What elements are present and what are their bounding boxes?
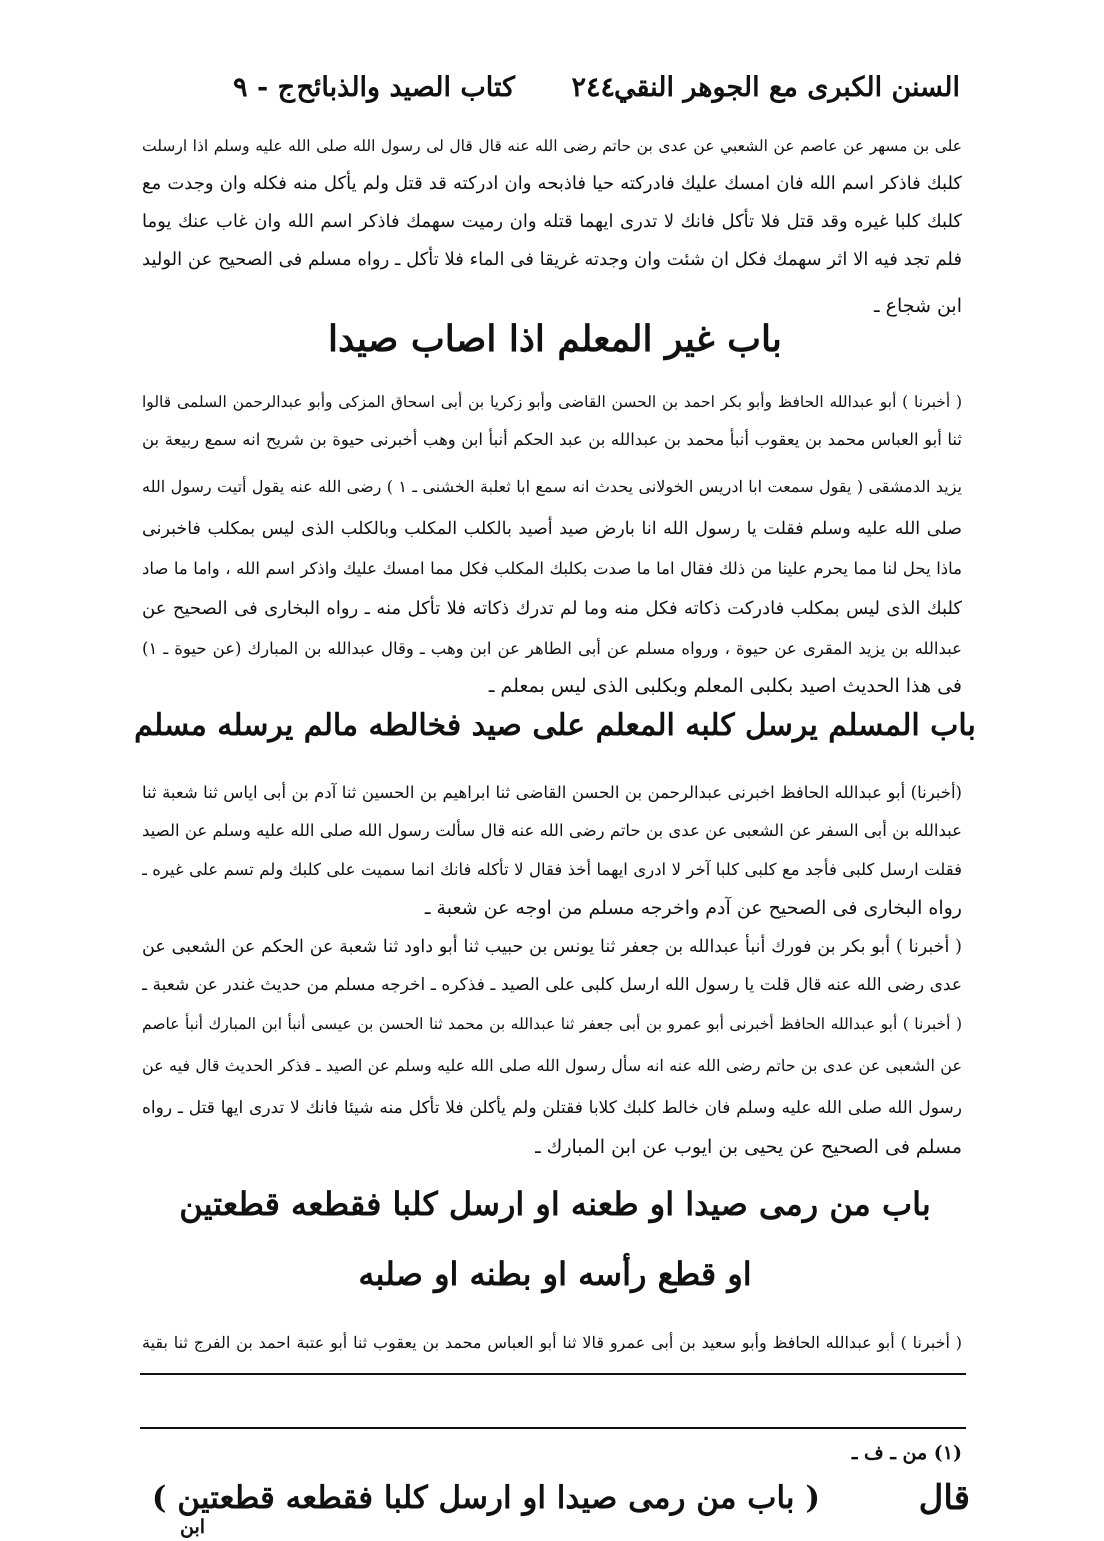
header-volume: ج - ٩ — [233, 72, 295, 103]
text-line: ( أخبرنا ) أبو عبدالله الحافظ أخبرنى أبو عمرو بن أبى جعفر ثنا عبدالله بن محمد ثنا الحسن بن عيسى أنبأ ابن المبارك أنبأ عاصم — [142, 1015, 962, 1033]
text-line: فقلت ارسل كلبى فأجد مع كلبى كلبا آخر لا ادرى ايهما أخذ فقال لا تأكله فانك انما سميت على كلبك ولم تسم على غيره ـ — [142, 860, 962, 879]
commentary-divider — [140, 1427, 966, 1429]
section-heading: باب غير المعلم اذا اصاب صيدا — [328, 318, 782, 360]
text-line: رسول الله صلى الله عليه وسلم فان خالط كلبك كلابا فقتلن ولم يأكلن فلا تأكل منه شيئا فانك لا تدرى ايها قتل ـ رواه — [142, 1098, 962, 1118]
page-header — [150, 72, 960, 112]
text-line: ابن شجاع ـ — [874, 295, 962, 317]
footnote-divider — [140, 1373, 966, 1375]
text-line: على بن مسهر عن عاصم عن الشعبي عن عدى بن حاتم رضى الله عنه قال قال لى رسول الله صلى الله عليه وسلم اذا ارسلت — [142, 137, 962, 155]
text-line: صلى الله عليه وسلم فقلت يا رسول الله انا بارض صيد أصيد بالكلب المكلب وبالكلب الذى ليس بمكلب فاخبرنى — [142, 519, 962, 539]
text-line: (أخبرنا) أبو عبدالله الحافظ اخبرنى عبدالرحمن بن الحسن القاضى ثنا ابراهيم بن الحسين ثنا آدم بن أبى اياس ثنا شعبة ثنا — [142, 783, 962, 802]
text-line: مسلم فى الصحيح عن يحيى بن ايوب عن ابن المبارك ـ — [535, 1136, 962, 1158]
header-book-title: كتاب الصيد والذبائح — [296, 72, 515, 103]
text-line: فلم تجد فيه الا اثر سهمك فكل ان شئت وان وجدته غريقا فى الماء فلا تأكل ـ رواه مسلم فى الصحيح عن الوليد — [142, 249, 962, 270]
header-title: السنن الكبرى مع الجوهر النقي — [613, 72, 960, 103]
text-line: كلبك كلبا غيره وقد قتل فلا تأكل فانك لا تدرى ايهما قتله وان رميت سهمك فاذكر اسم الله وان غاب عنك يوما — [142, 211, 962, 232]
text-line: رواه البخارى فى الصحيح عن آدم واخرجه مسلم من اوجه عن شعبة ـ — [424, 897, 962, 919]
catchword: ابن — [180, 1516, 206, 1538]
commentary-qala: قال — [918, 1478, 970, 1518]
section-heading: باب من رمى صيدا او طعنه او ارسل كلبا فقطعه قطعتين — [179, 1185, 931, 1223]
text-line: فى هذا الحديث اصيد بكلبى المعلم وبكلبى الذى ليس بمعلم ـ — [488, 675, 962, 697]
section-heading-continued: او قطع رأسه او بطنه او صلبه — [358, 1255, 752, 1293]
text-line: عبدالله بن يزيد المقرى عن حيوة ، ورواه مسلم عن أبى الطاهر عن ابن وهب ـ وقال عبدالله بن المبارك (عن حيوة ـ ١) — [142, 639, 962, 658]
header-page-number: ٢٤٤ — [571, 72, 615, 103]
text-line: كلبك الذى ليس بمكلب فادركت ذكاته فكل منه وما لم تدرك ذكاته فلا تأكل منه ـ رواه البخارى فى الصحيح عن — [142, 598, 962, 619]
footnote: (١) من ـ ف ـ — [851, 1442, 962, 1464]
text-line: ( أخبرنا ) أبو عبدالله الحافظ وأبو بكر احمد بن الحسن القاضى وأبو زكريا بن أبى اسحاق المزكى وأبو عبدالرحمن السلمى قالوا — [142, 393, 962, 411]
text-line: عن الشعبى عن عدى بن حاتم رضى الله عنه انه سأل رسول الله صلى الله عليه وسلم عن الصيد ـ فذكر الحديث قال فيه عن — [142, 1056, 962, 1075]
text-line: ( أخبرنا ) أبو عبدالله الحافظ وأبو سعيد بن أبى عمرو قالا ثنا أبو العباس محمد بن يعقوب ثنا أبو عتبة احمد بن الفرج ثنا بقية — [142, 1333, 962, 1352]
section-heading: باب المسلم يرسل كلبه المعلم على صيد فخالطه مالم يرسله مسلم — [134, 708, 976, 743]
text-line: كلبك فاذكر اسم الله فان امسك عليك فادركته حيا فاذبحه وان ادركته قد قتل ولم يأكل منه فكله وان وجدت مع — [142, 173, 962, 194]
commentary-title: ( باب من رمى صيدا او ارسل كلبا فقطعه قطعتين ) — [151, 1480, 820, 1516]
text-line: ثنا أبو العباس محمد بن يعقوب أنبأ محمد بن عبدالله بن عبد الحكم أنبأ ابن وهب أخبرنى حيوة بن شريح انه سمع ربيعة بن — [142, 430, 962, 449]
text-line: ماذا يحل لنا مما يحرم علينا من ذلك فقال اما ما صدت بكلبك المكلب فكل مما امسك عليك واذكر اسم الله ، واما ما صاد — [142, 559, 962, 578]
commentary-header — [151, 1478, 970, 1538]
text-line: عدى رضى الله عنه قال قلت يا رسول الله ارسل كلبى على الصيد ـ فذكره ـ اخرجه مسلم من حديث غندر عن شعبة ـ — [142, 975, 962, 995]
text-line: عبدالله بن أبى السفر عن الشعبى عن عدى بن حاتم رضى الله عنه قال سألت رسول الله صلى الله عليه وسلم عن الصيد — [142, 821, 962, 840]
text-line: ( أخبرنا ) أبو بكر بن فورك أنبأ عبدالله بن جعفر ثنا يونس بن حبيب ثنا أبو داود ثنا شعبة عن الحكم عن الشعبى عن — [142, 937, 962, 957]
text-line: يزيد الدمشقى ( يقول سمعت ابا ادريس الخولانى يحدث انه سمع ابا ثعلبة الخشنى ـ ١ ) رضى الله عنه يقول أتيت رسول الله — [142, 477, 962, 496]
